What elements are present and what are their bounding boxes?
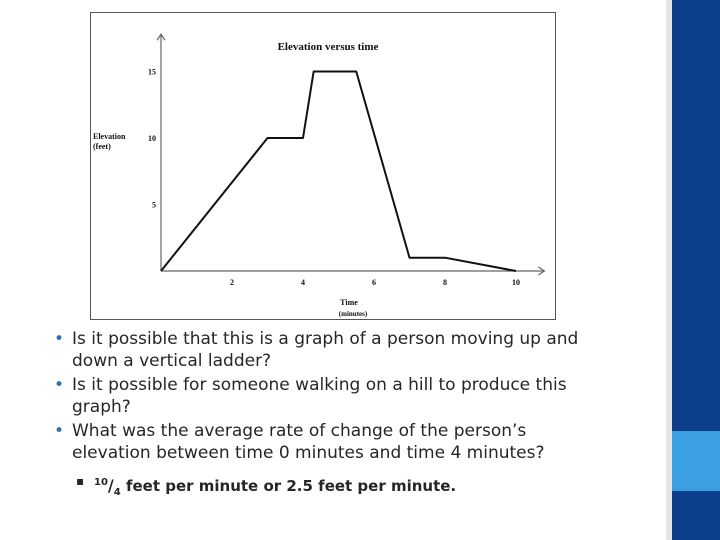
y-axis-label-line2: (feet) bbox=[93, 142, 111, 151]
list-item bbox=[50, 374, 610, 418]
question-text: What was the average rate of change of the person’s elevation between time 0 minutes and time 4 minutes? bbox=[72, 421, 545, 463]
question-text: Is it possible for someone walking on a hill to produce this graph? bbox=[72, 375, 567, 417]
sub-bullet-icon: ▪ bbox=[76, 474, 85, 488]
list-item bbox=[50, 420, 610, 464]
side-band-bottom bbox=[672, 491, 720, 540]
answer-denominator: 4 bbox=[113, 487, 121, 498]
side-band-dark bbox=[672, 0, 720, 431]
x-tick-label: 10 bbox=[512, 278, 520, 287]
x-tick-label: 2 bbox=[230, 278, 234, 287]
question-list bbox=[50, 328, 610, 504]
bullet-icon: • bbox=[54, 421, 65, 441]
y-axis-label-line1: Elevation bbox=[93, 132, 126, 141]
answer-text: feet per minute or 2.5 feet per minute. bbox=[120, 477, 457, 495]
x-tick-label: 6 bbox=[372, 278, 376, 287]
decorative-side-band bbox=[666, 0, 720, 540]
y-tick-label: 10 bbox=[148, 134, 156, 143]
side-band-accent bbox=[672, 431, 720, 491]
chart-svg bbox=[91, 13, 557, 321]
chart-title: Elevation versus time bbox=[277, 41, 379, 53]
y-tick-label: 5 bbox=[152, 200, 156, 210]
bullet-icon: • bbox=[54, 329, 65, 349]
fraction-slash: / bbox=[107, 476, 114, 495]
x-tick-label: 8 bbox=[443, 278, 447, 287]
bullet-icon: • bbox=[54, 375, 65, 395]
question-text: Is it possible that this is a graph of a person moving up and down a vertical ladder? bbox=[72, 329, 579, 371]
x-tick-label: 4 bbox=[301, 278, 305, 287]
x-axis-label-line1: Time bbox=[340, 298, 358, 307]
elevation-series-line bbox=[161, 72, 516, 272]
y-tick-label: 15 bbox=[148, 67, 156, 77]
elevation-chart bbox=[90, 12, 556, 320]
answer-item bbox=[50, 472, 610, 504]
list-item bbox=[50, 328, 610, 372]
x-axis-label-line2: (minutes) bbox=[338, 310, 368, 318]
answer-numerator: 10 bbox=[94, 477, 108, 488]
